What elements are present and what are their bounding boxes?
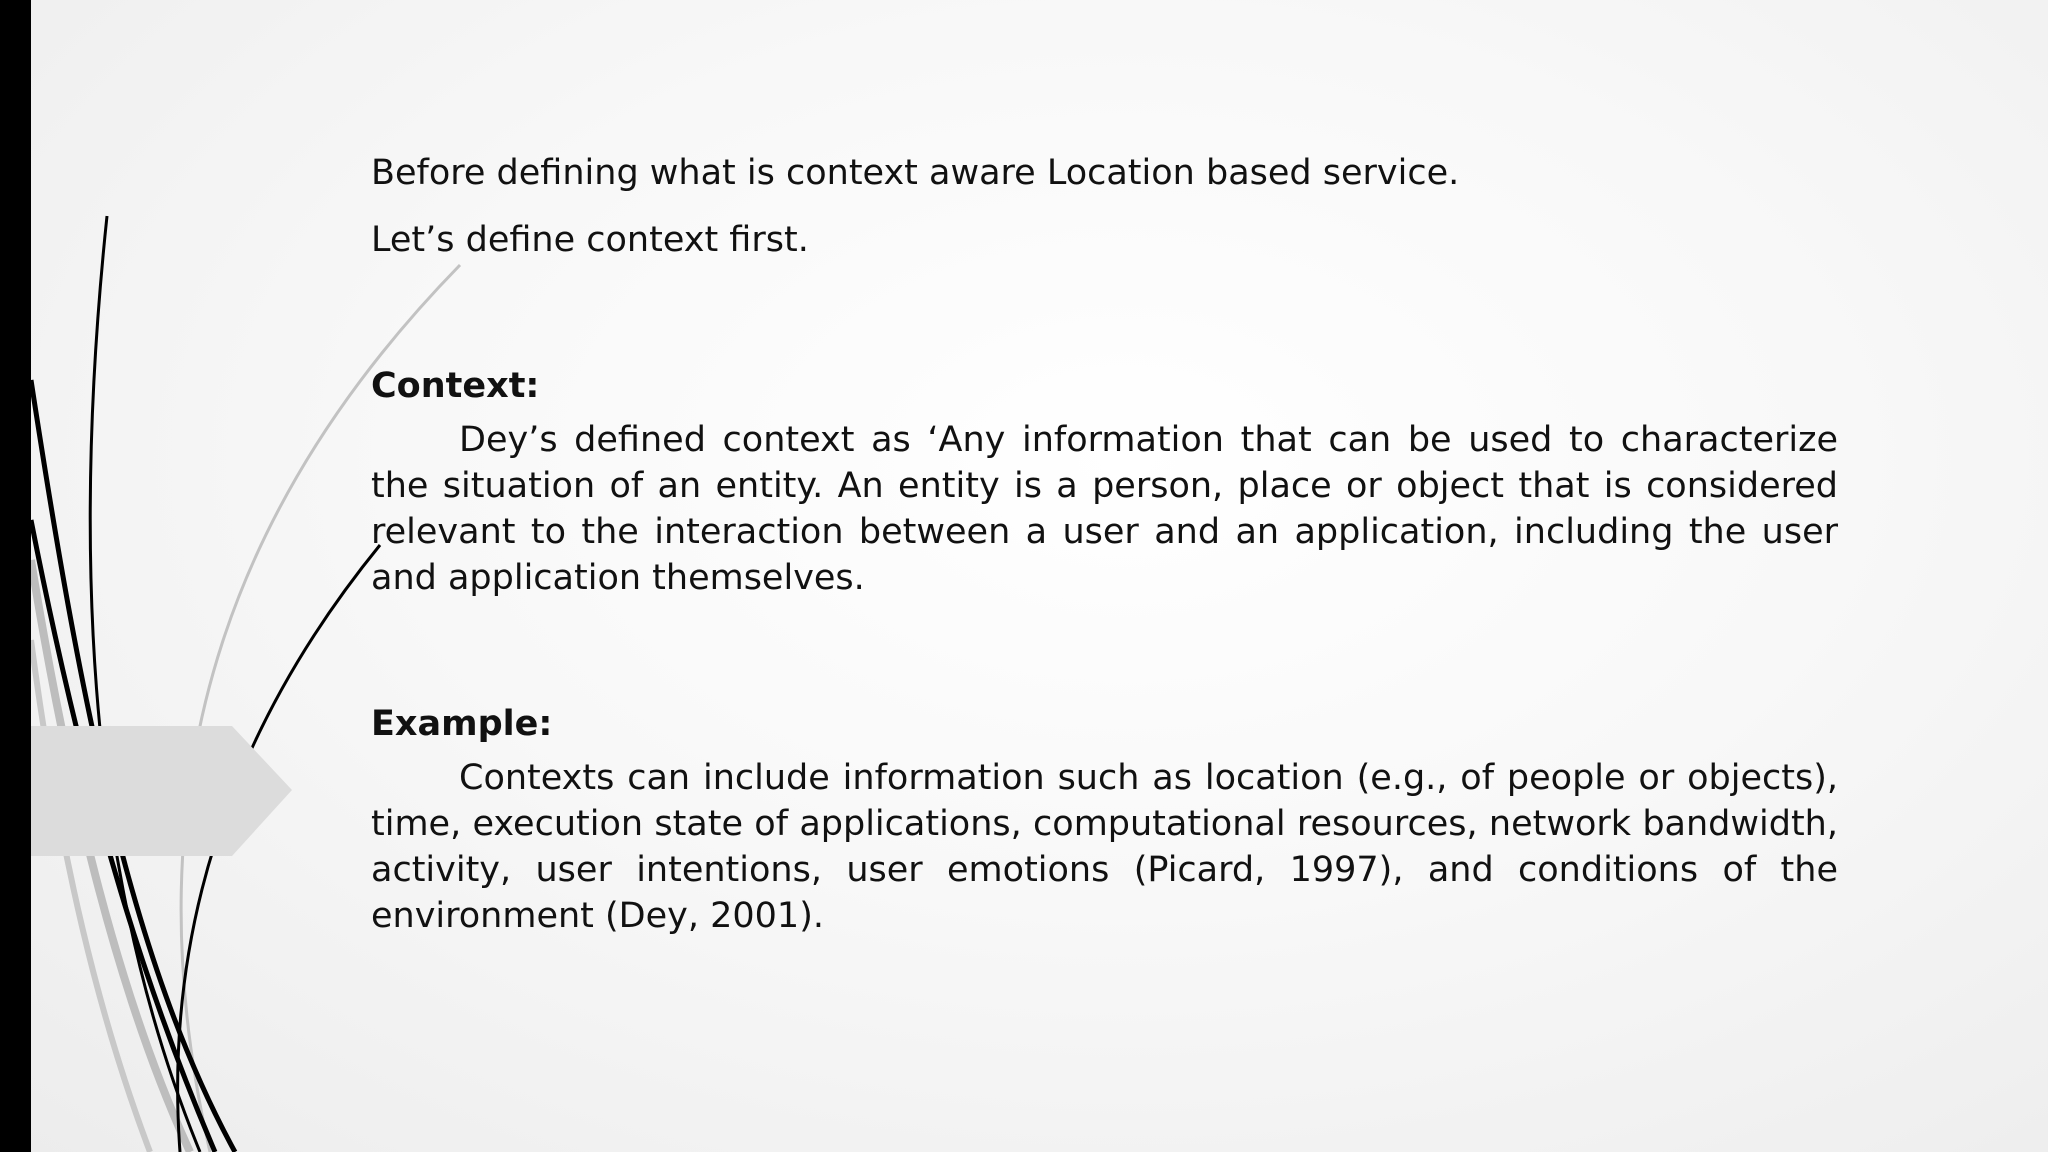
- context-paragraph: Dey’s defined context as ‘Any information that can be used to characterize the situation of an entity. An entity is a person, place or object that is considered relevant to the interaction between a user and an application, including the user and application themselves.: [371, 420, 1838, 598]
- slide-content: [371, 150, 1838, 939]
- intro-line-1: Before defining what is context aware Location based service.: [371, 153, 1460, 193]
- spacer: [371, 601, 1838, 701]
- context-heading: Context:: [371, 366, 540, 406]
- example-paragraph: Contexts can include information such as location (e.g., of people or objects), time, execution state of applications, computational resources, network bandwidth, activity, user intentions, user emotions (Picard, 1997), and conditions of the environment (Dey, 2001).: [371, 758, 1838, 936]
- example-heading: Example:: [371, 704, 553, 744]
- intro-line-2: Let’s define context first.: [371, 220, 809, 260]
- spacer: [371, 263, 1838, 363]
- arrow-tab: [0, 726, 292, 856]
- left-accent-bar: [0, 0, 31, 1152]
